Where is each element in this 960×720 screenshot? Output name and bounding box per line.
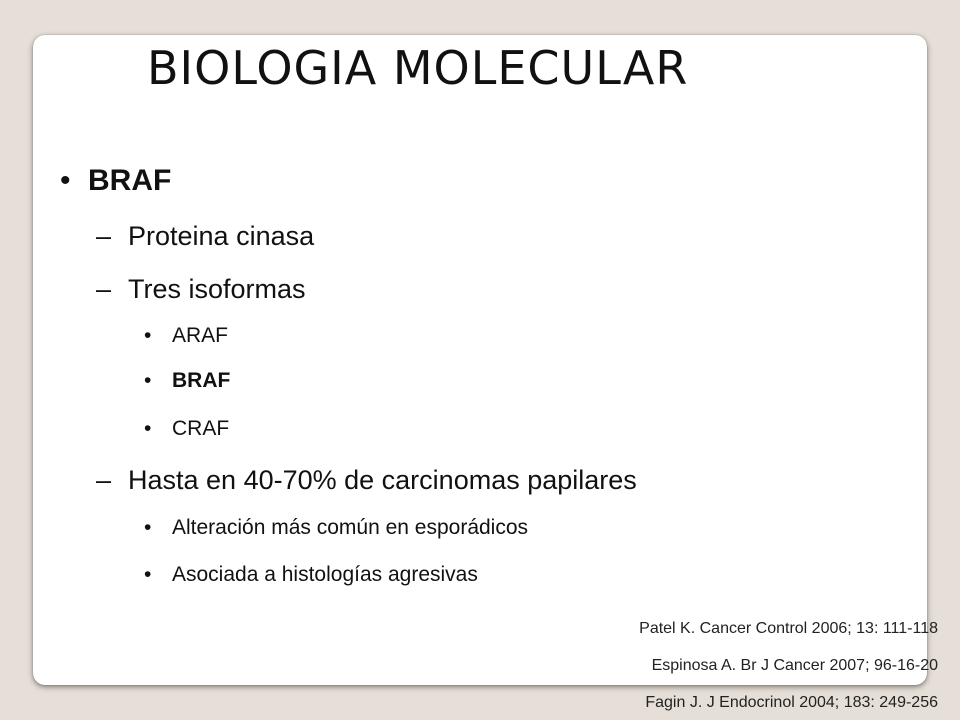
- detail-item: [144, 514, 528, 542]
- bullet-dot-icon: •: [144, 516, 152, 539]
- bullet-dot-icon: •: [144, 417, 152, 440]
- subbullet-hasta-label: Hasta en 40-70% de carcinomas papilares: [128, 465, 637, 495]
- subbullet-proteina-label: Proteina cinasa: [128, 221, 315, 251]
- reference-citation: Patel K. Cancer Control 2006; 13: 111-118: [639, 620, 938, 637]
- reference-citation: Espinosa A. Br J Cancer 2007; 96-16-20: [651, 657, 938, 674]
- isoform-label: BRAF: [172, 369, 231, 392]
- bullet-dot-icon: •: [60, 164, 71, 197]
- bullet-dot-icon: •: [144, 324, 152, 347]
- detail-label: Alteración más común en esporádicos: [172, 516, 529, 539]
- reference-citation: Fagin J. J Endocrinol 2004; 183: 249-256: [645, 694, 938, 711]
- bullet-dot-icon: •: [144, 563, 152, 586]
- dash-icon: –: [96, 465, 112, 495]
- subbullet-proteina: [96, 219, 314, 253]
- dash-icon: –: [96, 274, 112, 304]
- dash-icon: –: [96, 221, 112, 251]
- subbullet-hasta: [96, 463, 637, 497]
- isoform-label: ARAF: [172, 324, 229, 347]
- slide-title: BIOLOGIA MOLECULAR: [147, 41, 689, 95]
- isoform-item: [144, 322, 228, 350]
- detail-item: [144, 561, 478, 589]
- isoform-label: CRAF: [172, 417, 230, 440]
- subbullet-isoformas: [96, 272, 306, 306]
- bullet-dot-icon: •: [144, 369, 152, 392]
- subbullet-isoformas-label: Tres isoformas: [128, 274, 306, 304]
- isoform-item: [144, 415, 229, 443]
- isoform-item: [144, 367, 230, 395]
- bullet-braf-label: BRAF: [88, 164, 172, 197]
- bullet-braf: [60, 163, 171, 199]
- detail-label: Asociada a histologías agresivas: [172, 563, 478, 586]
